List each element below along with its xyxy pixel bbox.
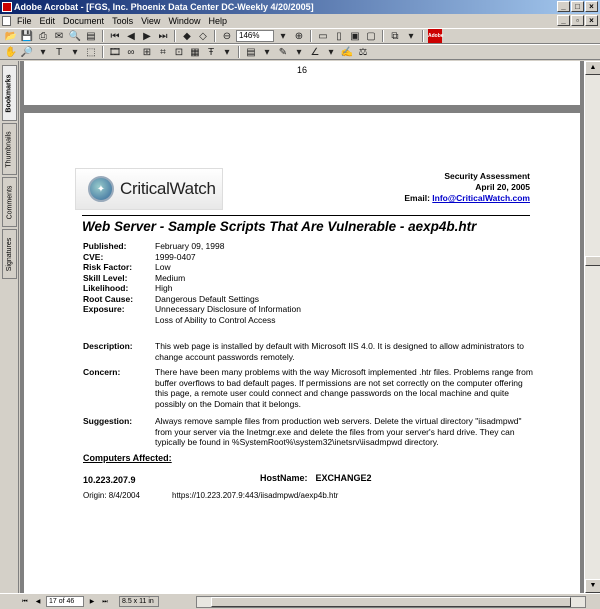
text-select-icon[interactable]: T [55, 46, 63, 58]
article-tool-icon[interactable]: ⊞ [142, 46, 152, 58]
navigation-pane-tabs [0, 61, 19, 593]
zoom-level-field[interactable]: 146% [236, 30, 274, 42]
next-page-icon[interactable]: ▶ [143, 30, 151, 42]
menu-bar [0, 14, 600, 28]
close-button[interactable]: × [585, 1, 598, 12]
field-exposure-cont: Loss of Ability to Control Access [155, 314, 276, 325]
file-toolbar [0, 28, 600, 44]
horizontal-scroll-thumb[interactable] [211, 597, 571, 607]
tab-signatures[interactable]: Signatures [2, 229, 17, 279]
highlight-tool-icon[interactable]: ∠ [310, 46, 320, 58]
form-tool-icon[interactable]: ▦ [190, 46, 200, 58]
movie-tool-icon[interactable]: 🎞 [108, 46, 122, 58]
field-likelihood: Likelihood: High [83, 283, 173, 293]
scroll-up-icon[interactable]: ▲ [585, 61, 600, 75]
status-last-page-icon[interactable]: ⏭ [102, 598, 108, 605]
menu-edit[interactable]: Edit [39, 16, 56, 26]
doc-restore-button[interactable]: ▫ [571, 15, 584, 26]
last-page-icon[interactable]: ⏭ [158, 30, 168, 42]
email-label: Email: [404, 193, 430, 203]
print-icon[interactable]: ⎙ [39, 30, 47, 42]
logo-text: CriticalWatch [120, 179, 216, 198]
graphics-select-icon[interactable]: ⬚ [86, 46, 96, 58]
previous-page-icon[interactable]: ◀ [127, 30, 135, 42]
pencil-tool-dropdown-icon[interactable]: ▾ [296, 46, 302, 58]
text-touchup-dropdown-icon[interactable]: ▾ [224, 46, 230, 58]
description-section [83, 341, 535, 362]
scroll-down-icon[interactable]: ▼ [585, 579, 600, 593]
criticalwatch-logo [75, 168, 223, 210]
suggestion-label: Suggestion: [83, 416, 133, 426]
description-text: This web page is installed by default with Microsoft IIS 4.0. It is designed to allow administrators to change account passwords remotely. [155, 341, 524, 362]
menu-document[interactable]: Document [63, 16, 105, 26]
field-published: Published: February 09, 1998 [83, 241, 225, 251]
layout-dropdown-icon[interactable]: ▾ [408, 30, 414, 42]
doc-minimize-button[interactable]: _ [557, 15, 570, 26]
field-cve: CVE: 1999-0407 [83, 251, 196, 262]
zoom-dropdown-icon[interactable]: ▾ [280, 30, 286, 42]
concern-text: There have been many problems with the way Microsoft implemented .htr files. Problems range from buffer overflows to bad default pages. If permissions are not set correctly on the computer offering this page, a remote user could connect and change passwords on the local machine and quite possibly on the Domain that it belongs. [155, 367, 533, 409]
menu-file[interactable]: File [17, 16, 32, 26]
hand-tool-icon[interactable]: ✋ [4, 46, 18, 58]
report-header-date: April 20, 2005 [475, 182, 530, 192]
report-header [404, 171, 530, 204]
concern-section [83, 367, 535, 409]
digital-signature-icon[interactable]: ✍ [340, 46, 354, 58]
minimize-button[interactable]: _ [557, 1, 570, 12]
field-risk-factor: Risk Factor: Low [83, 262, 171, 272]
window-title: Adobe Acrobat - [FGS, Inc. Phoenix Data Center DC-Weekly 4/20/2005] [14, 2, 314, 12]
fit-page-icon[interactable]: ▯ [336, 30, 342, 42]
tools-toolbar [0, 44, 600, 60]
go-back-icon[interactable]: ◆ [183, 30, 191, 42]
hostname [260, 473, 372, 483]
email-link[interactable]: Info@CriticalWatch.com [432, 193, 530, 203]
highlight-tool-dropdown-icon[interactable]: ▾ [328, 46, 334, 58]
previous-page [24, 61, 580, 105]
page-number: 16 [296, 65, 307, 75]
status-next-page-icon[interactable]: ▶ [89, 598, 95, 605]
go-forward-icon[interactable]: ◇ [199, 30, 207, 42]
save-icon[interactable]: 💾 [20, 30, 34, 42]
adobe-logo-icon[interactable]: Adobe [428, 29, 442, 43]
current-page [24, 113, 580, 593]
zoom-in-icon[interactable]: ⊕ [294, 30, 304, 42]
text-select-dropdown-icon[interactable]: ▾ [72, 46, 78, 58]
zoom-tool-icon[interactable]: 🔎 [20, 46, 34, 58]
acrobat-app-icon [2, 2, 12, 12]
maximize-button[interactable]: □ [571, 1, 584, 12]
menu-help[interactable]: Help [208, 16, 227, 26]
vulnerability-title: Web Server - Sample Scripts That Are Vulnerable - aexp4b.htr [82, 215, 530, 234]
title-bar [0, 0, 600, 14]
text-touchup-icon[interactable]: Ŧ [207, 46, 215, 58]
field-exposure: Exposure: Unnecessary Disclosure of Information [83, 304, 301, 314]
menu-window[interactable]: Window [168, 16, 201, 26]
document-view[interactable] [20, 61, 584, 593]
status-prev-page-icon[interactable]: ◀ [35, 598, 41, 605]
field-skill-level: Skill Level: Medium [83, 272, 186, 283]
layout-icon[interactable]: ⧉ [391, 30, 399, 42]
vertical-scrollbar[interactable] [584, 61, 600, 593]
vulnerability-fields [83, 241, 301, 325]
note-tool-icon[interactable]: ▤ [246, 46, 256, 58]
vertical-scroll-thumb[interactable] [585, 256, 600, 266]
doc-close-button[interactable]: × [585, 15, 598, 26]
origin-date: Origin: 8/4/2004 [83, 491, 140, 500]
show-hide-icon[interactable]: ▤ [86, 30, 96, 42]
search-icon[interactable]: 🔍 [68, 30, 82, 42]
report-header-title: Security Assessment [444, 171, 530, 181]
link-tool-icon[interactable]: ∞ [127, 46, 135, 58]
suggestion-text: Always remove sample files from production web servers. Delete the virtual directory "iisadmpwd" from your server via the Inetmgr.exe and delete the files from your server's hard drive. They can typically be found in %SystemRoot%\system32\inetsrv\iisadmpwd directory. [155, 416, 522, 447]
vulnerable-url: https://10.223.207.9:443/iisadmpwd/aexp4b.htr [172, 491, 339, 500]
open-icon[interactable]: 📂 [4, 30, 18, 42]
computers-affected-title: Computers Affected: [83, 453, 172, 463]
tab-thumbnails[interactable]: Thumbnails [2, 123, 17, 175]
actual-size-icon[interactable]: ▭ [318, 30, 328, 42]
menu-tools[interactable]: Tools [112, 16, 134, 26]
zoom-tool-dropdown-icon[interactable]: ▾ [40, 46, 46, 58]
status-bar [0, 593, 600, 609]
horizontal-scrollbar[interactable] [196, 596, 586, 608]
email-icon[interactable]: ✉ [54, 30, 64, 42]
status-first-page-icon[interactable]: ⏮ [22, 598, 28, 605]
document-icon[interactable] [2, 16, 11, 26]
page-number-field[interactable]: 17 of 46 [46, 596, 84, 607]
hostname-label: HostName: [260, 473, 308, 483]
zoom-out-icon[interactable]: ⊖ [222, 30, 232, 42]
rotate-icon[interactable]: ▢ [366, 30, 376, 42]
menu-view[interactable]: View [141, 16, 161, 26]
concern-label: Concern: [83, 367, 121, 377]
suggestion-section [83, 416, 535, 448]
note-tool-dropdown-icon[interactable]: ▾ [264, 46, 270, 58]
fit-width-icon[interactable]: ▣ [350, 30, 360, 42]
logo-globe-icon: ✦ [88, 176, 114, 202]
affected-ip: 10.223.207.9 [83, 475, 136, 485]
touchup-tool-icon[interactable]: ⊡ [174, 46, 184, 58]
tab-comments[interactable]: Comments [2, 177, 17, 227]
field-root-cause: Root Cause: Dangerous Default Settings [83, 293, 259, 304]
tab-bookmarks[interactable]: Bookmarks [2, 65, 17, 121]
page-size: 8.5 x 11 in [119, 596, 159, 607]
pencil-tool-icon[interactable]: ✎ [278, 46, 288, 58]
crop-tool-icon[interactable]: ⌗ [160, 46, 166, 58]
compare-icon[interactable]: ⚖ [358, 46, 368, 58]
description-label: Description: [83, 341, 133, 351]
hostname-value: EXCHANGE2 [315, 473, 372, 483]
first-page-icon[interactable]: ⏮ [110, 30, 120, 42]
